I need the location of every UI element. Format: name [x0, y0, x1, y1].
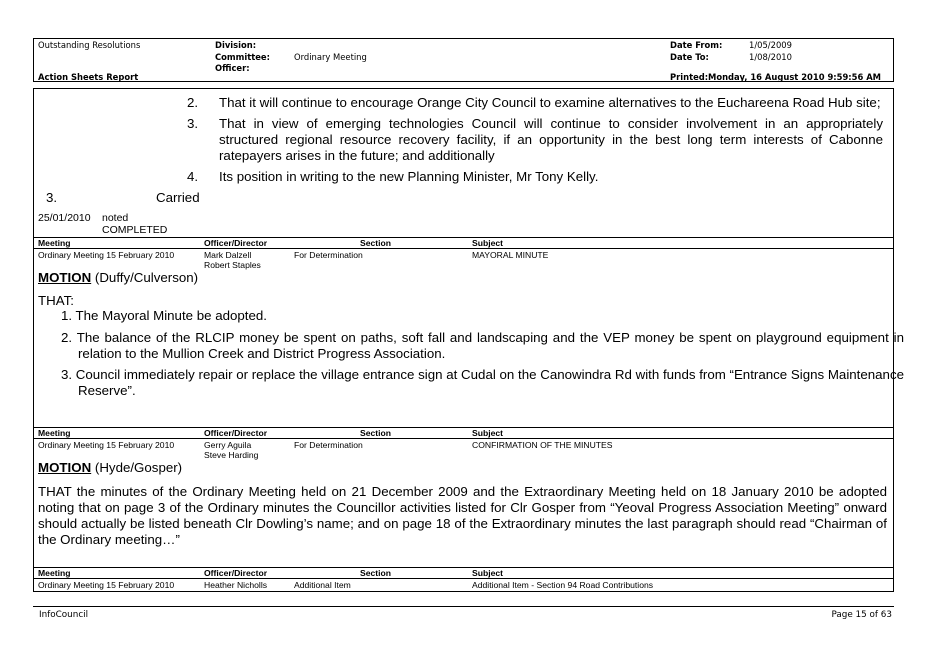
column-header-section: Section — [360, 568, 392, 578]
committee-label: Committee: — [215, 52, 270, 62]
action-sheet-content — [33, 88, 904, 592]
note-date: 25/01/2010 — [38, 212, 91, 224]
section-value: Additional Item — [294, 580, 351, 590]
report-name: Outstanding Resolutions — [38, 40, 141, 50]
column-header-section: Section — [360, 428, 392, 438]
meeting-name: Ordinary Meeting 15 February 2010 — [38, 580, 175, 590]
column-header-subject: Subject — [472, 238, 504, 248]
section-value: For Determination — [294, 440, 363, 450]
meeting-name: Ordinary Meeting 15 February 2010 — [38, 250, 175, 260]
division-label: Division: — [215, 40, 257, 50]
motion-movers: (Duffy/Culverson) — [94, 270, 199, 285]
column-header-meeting: Meeting — [38, 568, 71, 578]
motion-item: 2. The balance of the RLCIP money be spent on paths, soft fall and landscaping and the VEP money be spent on playground equipment in relation to the Mullion Creek and District Progress Association. — [61, 330, 904, 361]
motion-item: 3. Council immediately repair or replace the village entrance sign at Cudal on the Canowindra Rd with funds from “Entrance Signs Maintenance Reserve”. — [61, 367, 904, 398]
officer-name: Gerry Aguila — [204, 440, 252, 450]
subject-value: Additional Item - Section 94 Road Contributions — [472, 580, 654, 590]
result-number: 3. — [46, 190, 58, 205]
motion-heading — [38, 460, 182, 476]
list-number: 3. — [187, 116, 199, 131]
page-number: Page 15 of 63 — [831, 610, 892, 620]
motion-label: MOTION — [38, 270, 92, 285]
date-to-label: Date To: — [670, 52, 709, 62]
subject-value: MAYORAL MINUTE — [472, 250, 549, 260]
column-header-officer: Officer/Director — [204, 568, 268, 578]
motion-item: 1. The Mayoral Minute be adopted. — [61, 308, 267, 323]
list-item-text: Its position in writing to the new Planning Minister, Mr Tony Kelly. — [219, 169, 599, 184]
that-label: THAT: — [38, 293, 74, 308]
column-header-officer: Officer/Director — [204, 238, 268, 248]
list-item-text: That it will continue to encourage Orange City Council to examine alternatives to the Euchareena Road Hub site; — [219, 95, 881, 110]
meeting-name: Ordinary Meeting 15 February 2010 — [38, 440, 175, 450]
officer-name: Mark Dalzell — [204, 250, 252, 260]
officer-name: Heather Nicholls — [204, 580, 268, 590]
divider — [34, 237, 893, 238]
divider — [34, 248, 893, 249]
director-name: Robert Staples — [204, 260, 261, 270]
report-type: Action Sheets Report — [38, 72, 139, 82]
column-header-meeting: Meeting — [38, 428, 71, 438]
motion-body: THAT the minutes of the Ordinary Meeting held on 21 December 2009 and the Extraordinary Meeting held on 18 January 2010 be adopted noting that on page 3 of the Ordinary minutes the Councillor activities listed for Clr Gosper from “Yeoval Progress Association Meeting” onward should actually be listed beneath Clr Dowling’s name; and on page 18 of the Extraordinary minutes the last paragraph should read “Chairman of the Ordinary meeting…” — [38, 484, 887, 547]
result-text: Carried — [156, 190, 200, 205]
footer-app-name: InfoCouncil — [39, 610, 89, 620]
section-value: For Determination — [294, 250, 363, 260]
status-text: COMPLETED — [102, 224, 168, 236]
report-header — [33, 38, 894, 82]
column-header-subject: Subject — [472, 428, 504, 438]
date-from-label: Date From: — [670, 40, 723, 50]
column-header-meeting: Meeting — [38, 238, 71, 248]
printed-label: Printed: — [670, 72, 709, 82]
column-header-section: Section — [360, 238, 392, 248]
subject-value: CONFIRMATION OF THE MINUTES — [472, 440, 613, 450]
divider — [34, 438, 893, 439]
director-name: Steve Harding — [204, 450, 259, 460]
note-text: noted — [102, 212, 129, 224]
committee-value: Ordinary Meeting — [294, 52, 367, 62]
list-item-text: That in view of emerging technologies Council will continue to consider involvement in an appropriately structured regional resource recovery facility, if an opportunity in the best long term interests of Cabonne ratepayers arises in the future; and additionally — [219, 116, 883, 163]
date-from-value: 1/05/2009 — [749, 40, 792, 50]
motion-movers: (Hyde/Gosper) — [94, 460, 183, 475]
list-number: 4. — [187, 169, 199, 184]
motion-heading — [38, 270, 198, 286]
motion-label: MOTION — [38, 460, 92, 475]
officer-label: Officer: — [215, 63, 250, 73]
divider — [34, 567, 893, 568]
printed-value: Monday, 16 August 2010 9:59:56 AM — [708, 72, 882, 82]
column-header-officer: Officer/Director — [204, 428, 268, 438]
divider — [34, 578, 893, 579]
date-to-value: 1/08/2010 — [749, 52, 792, 62]
list-number: 2. — [187, 95, 199, 110]
divider — [34, 427, 893, 428]
column-header-subject: Subject — [472, 568, 504, 578]
footer-rule — [33, 606, 894, 607]
